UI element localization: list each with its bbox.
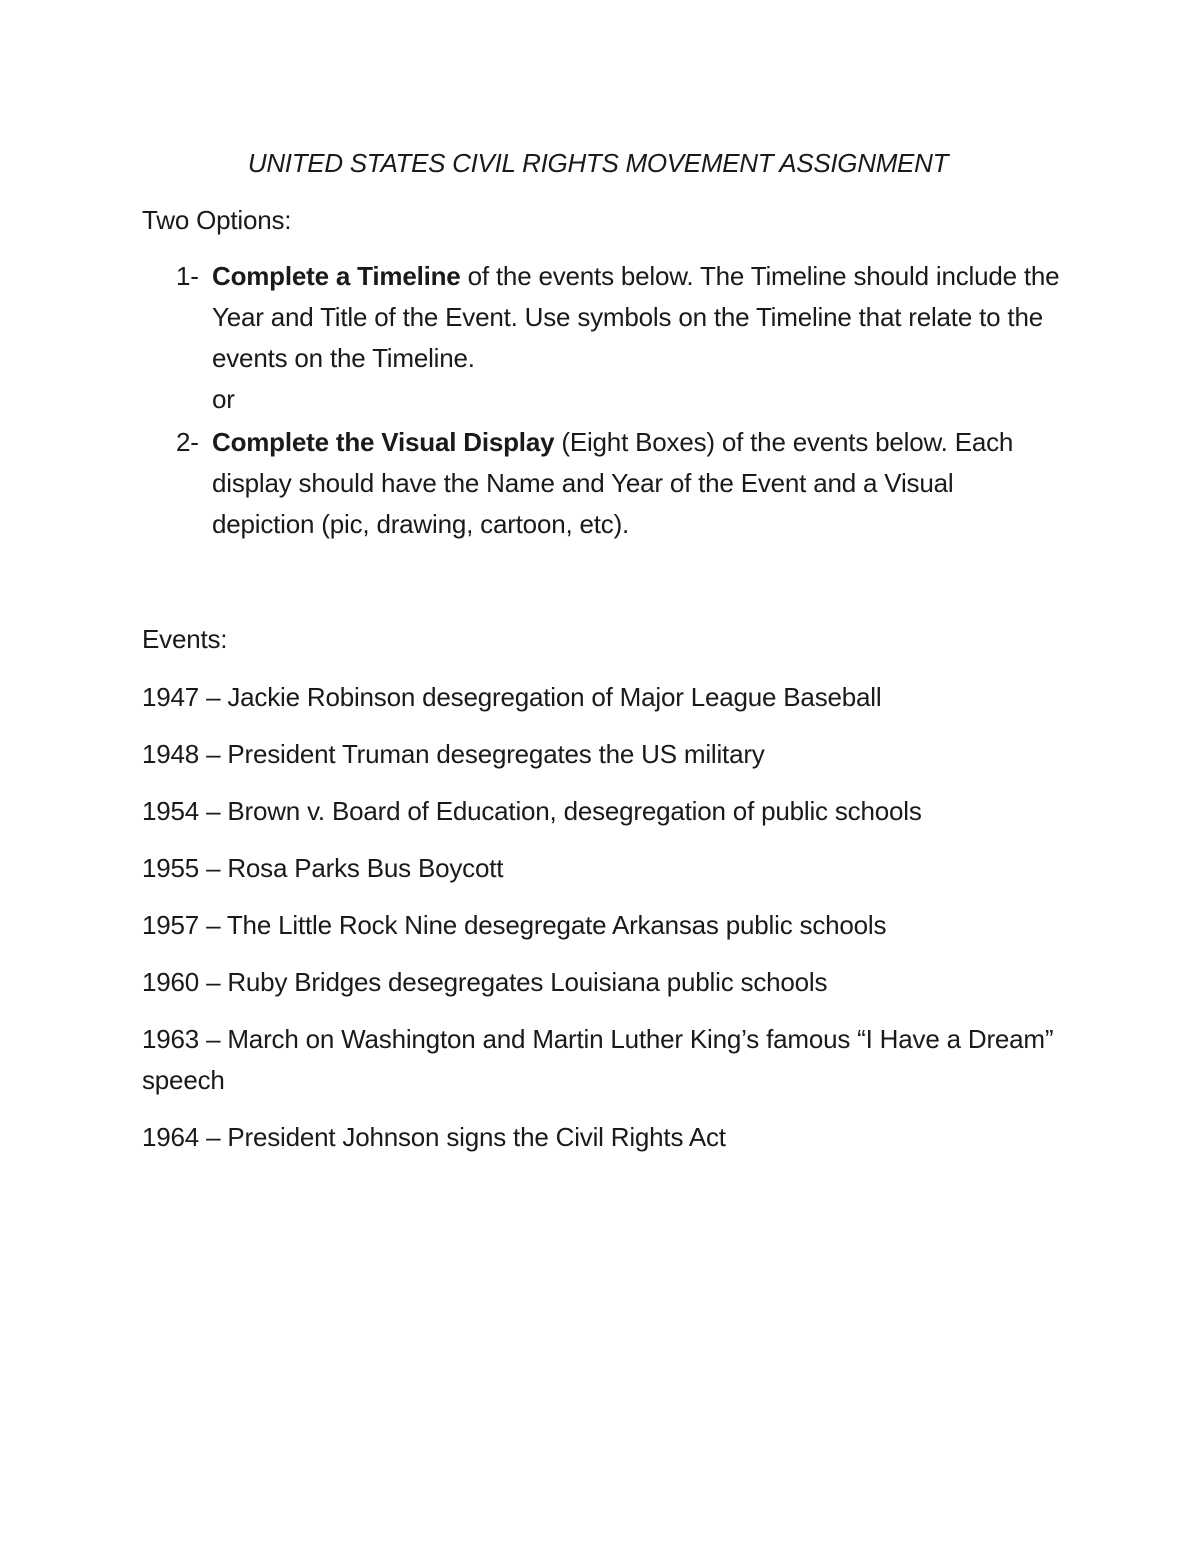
event-item: 1947 – Jackie Robinson desegregation of Major League Baseball bbox=[142, 682, 882, 712]
document-title: UNITED STATES CIVIL RIGHTS MOVEMENT ASSIGNMENT bbox=[247, 148, 949, 178]
event-item: 1948 – President Truman desegregates the US military bbox=[142, 739, 765, 769]
option-separator: or bbox=[212, 384, 235, 414]
event-item: 1960 – Ruby Bridges desegregates Louisiana public schools bbox=[142, 967, 828, 997]
options-intro: Two Options: bbox=[142, 205, 292, 235]
event-item: 1957 – The Little Rock Nine desegregate Arkansas public schools bbox=[142, 910, 887, 940]
option-2-heading: Complete the Visual Display bbox=[212, 427, 555, 457]
option-2-text: (Eight Boxes) of the events below. Each display should have the Name and Year of the Event and a Visual depiction (pic, drawing, cartoon, etc). bbox=[212, 427, 1014, 539]
option-2-number: 2- bbox=[176, 427, 199, 457]
event-item: 1963 – March on Washington and Martin Luther King’s famous “I Have a Dream” speech bbox=[142, 1024, 1054, 1095]
event-item: 1964 – President Johnson signs the Civil Rights Act bbox=[142, 1122, 726, 1152]
events-list bbox=[142, 677, 1062, 1174]
events-label: Events: bbox=[142, 624, 228, 654]
option-1-body bbox=[212, 256, 1062, 420]
option-2-body bbox=[212, 422, 1062, 545]
event-item: 1955 – Rosa Parks Bus Boycott bbox=[142, 853, 504, 883]
option-1-number: 1- bbox=[176, 261, 199, 291]
event-item: 1954 – Brown v. Board of Education, desegregation of public schools bbox=[142, 796, 922, 826]
option-1-heading: Complete a Timeline bbox=[212, 261, 461, 291]
option-1-text: of the events below. The Timeline should include the Year and Title of the Event. Use symbols on the Timeline that relate to the events on the Timeline. bbox=[212, 261, 1060, 373]
